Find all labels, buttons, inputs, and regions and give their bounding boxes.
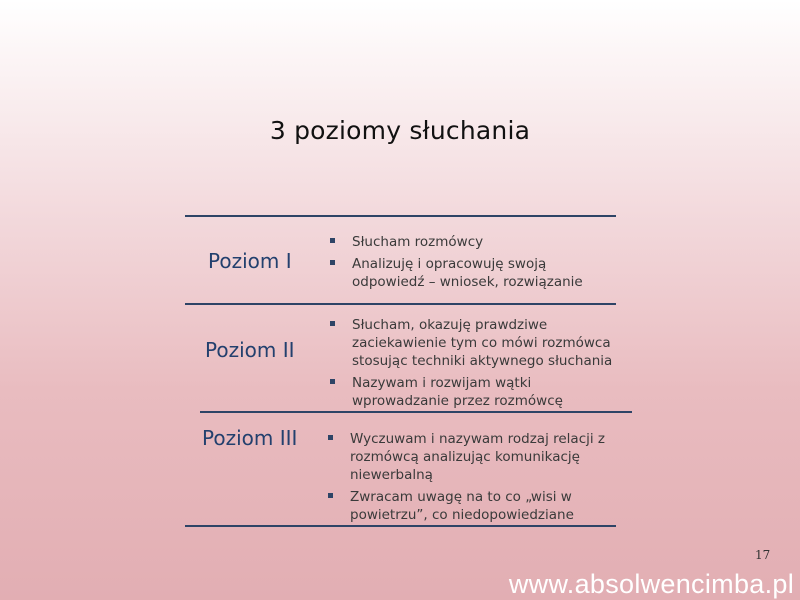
list-item	[330, 316, 615, 370]
square-bullet-icon	[328, 435, 333, 440]
square-bullet-icon	[330, 321, 335, 326]
page-number: 17	[755, 548, 771, 562]
bullet-text: Słucham, okazuję prawdziwe zaciekawienie tym co mówi rozmówca stosując techniki aktywnego słuchania	[352, 317, 613, 369]
list-item	[330, 374, 615, 410]
square-bullet-icon	[330, 260, 335, 265]
list-item	[328, 488, 608, 524]
level-label-1: Poziom I	[208, 249, 292, 273]
table-rule-1	[185, 303, 616, 305]
level-1-bullets	[330, 233, 615, 295]
watermark: www.absolwencimba.pl	[508, 569, 794, 599]
level-3-bullets	[328, 430, 608, 528]
square-bullet-icon	[330, 238, 335, 243]
bullet-text: Nazywam i rozwijam wątki wprowadzanie przez rozmówcę	[352, 375, 563, 409]
bullet-text: Analizuję i opracowuję swoją odpowiedź – wniosek, rozwiązanie	[352, 256, 583, 290]
list-item	[330, 255, 615, 291]
list-item	[330, 233, 615, 251]
table-rule-top	[185, 215, 616, 217]
bullet-text: Słucham rozmówcy	[352, 234, 484, 250]
square-bullet-icon	[330, 379, 335, 384]
slide-title: 3 poziomy słuchania	[269, 116, 531, 145]
bullet-text: Wyczuwam i nazywam rodzaj relacji z rozmówcą analizując komunikację niewerbalną	[350, 431, 605, 483]
square-bullet-icon	[328, 493, 333, 498]
list-item	[328, 430, 608, 484]
bullet-text: Zwracam uwagę na to co „wisi w powietrzu”, co niedopowiedziane	[350, 489, 574, 523]
level-label-3: Poziom III	[202, 426, 298, 450]
level-label-2: Poziom II	[205, 338, 295, 362]
level-2-bullets	[330, 316, 615, 414]
